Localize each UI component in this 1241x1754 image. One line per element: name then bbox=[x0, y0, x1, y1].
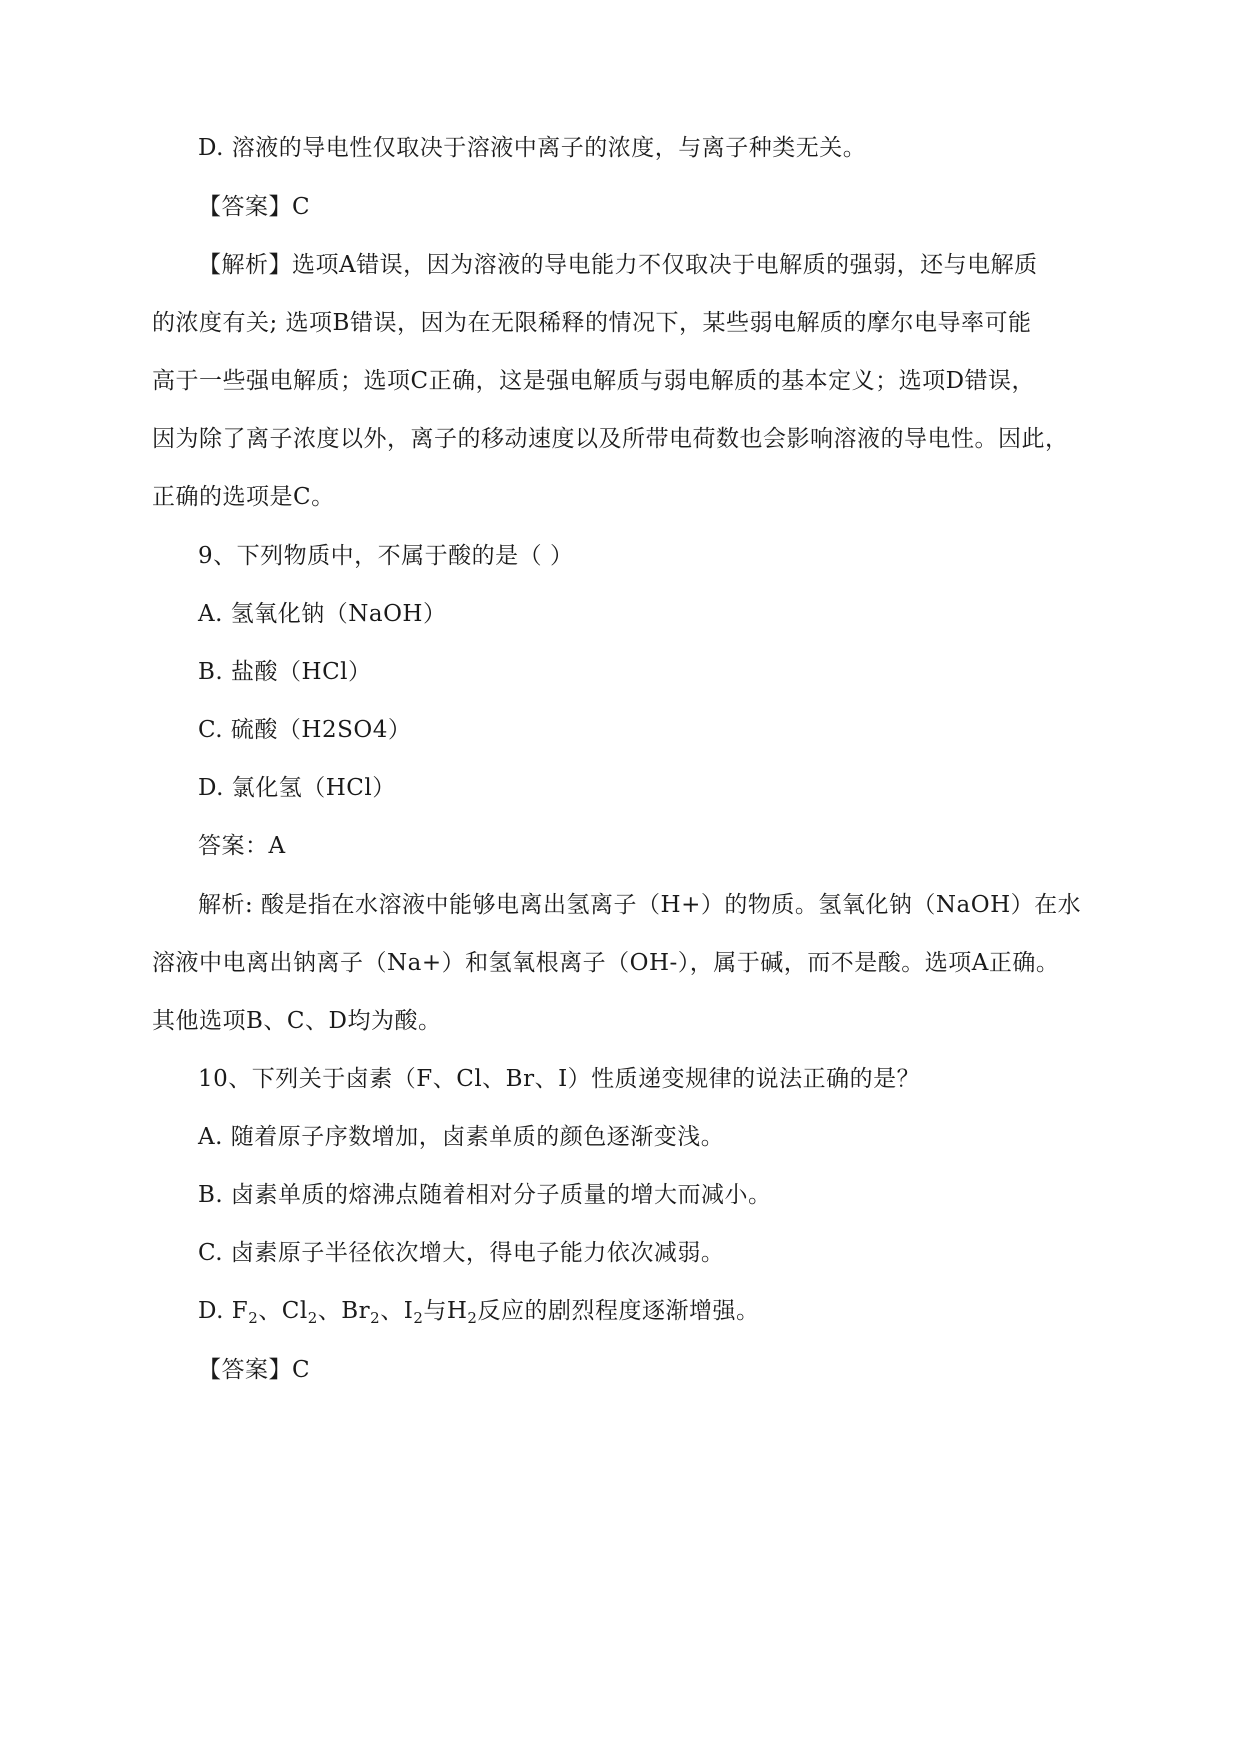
q9-question: 9、下列物质中，不属于酸的是（ ） bbox=[198, 543, 574, 569]
q8-analysis-line: 因为除了离子浓度以外，离子的移动速度以及所带电荷数也会影响溶液的导电性。因此， bbox=[152, 426, 1069, 452]
q10-option-d-text: 、Cl bbox=[258, 1298, 308, 1324]
q9-analysis-line: 解析: 酸是指在水溶液中能够电离出氢离子（H+）的物质。氢氧化钠（NaOH）在水 bbox=[198, 892, 1082, 918]
q10-answer: 【答案】C bbox=[198, 1357, 311, 1383]
q10-option-d-text: D. F bbox=[198, 1298, 249, 1324]
q8-analysis-line: 高于一些强电解质；选项C正确，这是强电解质与弱电解质的基本定义；选项D错误， bbox=[152, 368, 1036, 394]
q10-option-d-text: 、Br bbox=[317, 1298, 371, 1324]
q9-option-d: D. 氯化氢（HCl） bbox=[198, 775, 396, 801]
q9-answer: 答案：A bbox=[198, 833, 286, 859]
q8-analysis-line: 的浓度有关; 选项B错误，因为在无限稀释的情况下，某些弱电解质的摩尔电导率可能 bbox=[152, 310, 1032, 336]
q9-option-a: A. 氢氧化钠（NaOH） bbox=[198, 601, 447, 627]
q8-option-d: D. 溶液的导电性仅取决于溶液中离子的浓度，与离子种类无关。 bbox=[198, 135, 867, 161]
subscript: 2 bbox=[370, 1309, 381, 1327]
q10-option-d-text: 反应的剧烈程度逐渐增强。 bbox=[477, 1298, 760, 1324]
q10-question: 10、下列关于卤素（F、Cl、Br、I）性质递变规律的说法正确的是？ bbox=[198, 1066, 921, 1092]
q9-option-b: B. 盐酸（HCl） bbox=[198, 659, 372, 685]
q9-analysis-line: 溶液中电离出钠离子（Na+）和氢氧根离子（OH-），属于碱，而不是酸。选项A正确。 bbox=[152, 950, 1060, 976]
q8-analysis-line: 【解析】选项A错误，因为溶液的导电能力不仅取决于电解质的强弱，还与电解质 bbox=[198, 252, 1038, 278]
subscript: 2 bbox=[248, 1309, 259, 1327]
q10-option-a: A. 随着原子序数增加，卤素单质的颜色逐渐变浅。 bbox=[198, 1124, 725, 1150]
subscript: 2 bbox=[307, 1309, 318, 1327]
q10-option-d bbox=[198, 1296, 1148, 1326]
q10-option-b: B. 卤素单质的熔沸点随着相对分子质量的增大而减小。 bbox=[198, 1182, 772, 1208]
subscript: 2 bbox=[413, 1309, 424, 1327]
subscript: 2 bbox=[467, 1309, 478, 1327]
q9-analysis-line: 其他选项B、C、D均为酸。 bbox=[152, 1008, 442, 1034]
q8-answer: 【答案】C bbox=[198, 194, 311, 220]
q10-option-d-text: 、I bbox=[380, 1298, 414, 1324]
q10-option-c: C. 卤素原子半径依次增大，得电子能力依次减弱。 bbox=[198, 1240, 725, 1266]
q9-option-c: C. 硫酸（H2SO4） bbox=[198, 717, 412, 743]
q8-analysis-line: 正确的选项是C。 bbox=[152, 484, 335, 510]
q10-option-d-text: 与H bbox=[423, 1298, 468, 1324]
